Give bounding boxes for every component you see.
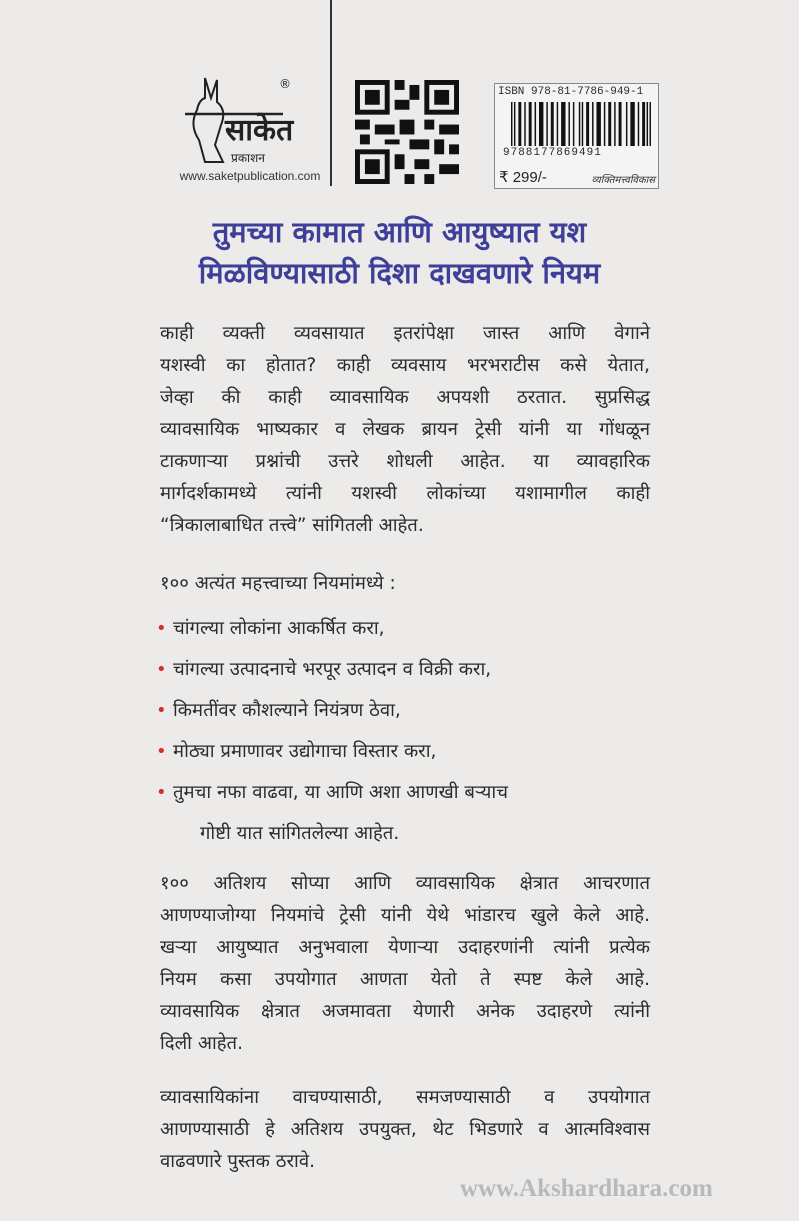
bullet-item	[156, 731, 650, 772]
svg-text:प्रकाशन: प्रकाशन	[231, 151, 265, 165]
bullet-text: तुमचा नफा वाढवा, या आणि अशा आणखी बऱ्याच	[173, 782, 508, 803]
bullet-item	[156, 690, 650, 731]
headline-line-1: तुमच्या कामात आणि आयुष्यात यश	[212, 215, 587, 249]
bullet-icon: •	[156, 618, 167, 639]
bullet-icon: •	[156, 659, 167, 680]
text-line: आणण्याजोग्या नियमांचे ट्रेसी यांनी येथे भांडारच खुले केले आहे.	[160, 905, 650, 926]
isbn-text: ISBN 978-81-7786-949-1	[498, 86, 644, 98]
paragraph-1	[160, 318, 650, 542]
text-line: काही व्यक्ती व्यवसायात इतरांपेक्षा जास्त आणि वेगाने	[160, 323, 650, 344]
bullet-item	[156, 649, 650, 690]
text-line: मार्गदर्शकामध्ये त्यांनी यशस्वी लोकांच्या यशामागील काही	[160, 483, 650, 504]
bullet-item	[156, 608, 650, 649]
text-line: व्यावसायिकांना वाचण्यासाठी, समजण्यासाठी व उपयोगात	[160, 1087, 650, 1108]
svg-text:®: ®	[279, 77, 291, 91]
text-line: दिली आहेत.	[160, 1033, 243, 1054]
bullet-list	[156, 608, 650, 854]
bullet-text: चांगल्या लोकांना आकर्षित करा,	[173, 618, 385, 639]
text-line: व्यावसायिक क्षेत्रात अजमावता येणारी अनेक उदाहरणे त्यांनी	[160, 1001, 650, 1022]
spine-divider	[330, 0, 332, 186]
publisher-logo-rabbit-icon	[175, 70, 295, 170]
barcode-number: 9788177869491	[503, 147, 602, 159]
bullet-icon: •	[156, 741, 167, 762]
bullet-text: किमतींवर कौशल्याने नियंत्रण ठेवा,	[173, 700, 401, 721]
publisher-url[interactable]: www.saketpublication.com	[179, 169, 321, 183]
text-line: नियम कसा उपयोगात आणता येतो ते स्पष्ट केले आहे.	[160, 969, 650, 990]
category: व्यक्तिमत्त्वविकास	[591, 175, 655, 186]
bullet-icon: •	[156, 782, 167, 803]
text-line: जेव्हा की काही व्यावसायिक अपयशी ठरतात. सुप्रसिद्ध	[160, 387, 650, 408]
text-line: व्यावसायिक भाष्यकार व लेखक ब्रायन ट्रेसी यांनी या गोंधळून	[160, 419, 650, 440]
rules-intro: १०० अत्यंत महत्त्वाच्या नियमांमध्ये :	[160, 573, 396, 594]
text-line: आणण्यासाठी हे अतिशय उपयुक्त, थेट भिडणारे व आत्मविश्वास	[160, 1119, 650, 1140]
text-line: १०० अतिशय सोप्या आणि व्यावसायिक क्षेत्रात आचरणात	[160, 873, 650, 894]
watermark: www.Akshardhara.com	[460, 1175, 713, 1202]
paragraph-3	[160, 1082, 650, 1178]
headline-line-2: मिळविण्यासाठी दिशा दाखवणारे नियम	[198, 256, 601, 290]
qr-code	[355, 80, 459, 184]
bullet-text: चांगल्या उत्पादनाचे भरपूर उत्पादन व विक्री करा,	[173, 659, 492, 680]
bullet-item	[156, 772, 650, 813]
text-line: यशस्वी का होतात? काही व्यवसाय भरभराटीस कसे येतात,	[160, 355, 650, 376]
text-line: वाढवणारे पुस्तक ठरावे.	[160, 1151, 316, 1172]
text-line: टाकणाऱ्या प्रश्नांची उत्तरे शोधली आहेत. या व्यावहारिक	[160, 451, 650, 472]
paragraph-2	[160, 868, 650, 1060]
price: ₹ 299/-	[499, 169, 547, 186]
bullet-icon: •	[156, 700, 167, 721]
isbn-barcode-label	[494, 83, 659, 189]
barcode-bars	[511, 102, 651, 146]
text-line: “त्रिकालाबाधित तत्त्वे” सांगितली आहेत.	[160, 515, 424, 536]
bullet-text: मोठ्या प्रमाणावर उद्योगाचा विस्तार करा,	[173, 741, 437, 762]
bullet-continuation: गोष्टी यात सांगितलेल्या आहेत.	[200, 823, 400, 844]
svg-text:साकेत: साकेत	[225, 113, 294, 148]
text-line: खऱ्या आयुष्यात अनुभवाला येणाऱ्या उदाहरणांनी त्यांनी प्रत्येक	[160, 937, 650, 958]
